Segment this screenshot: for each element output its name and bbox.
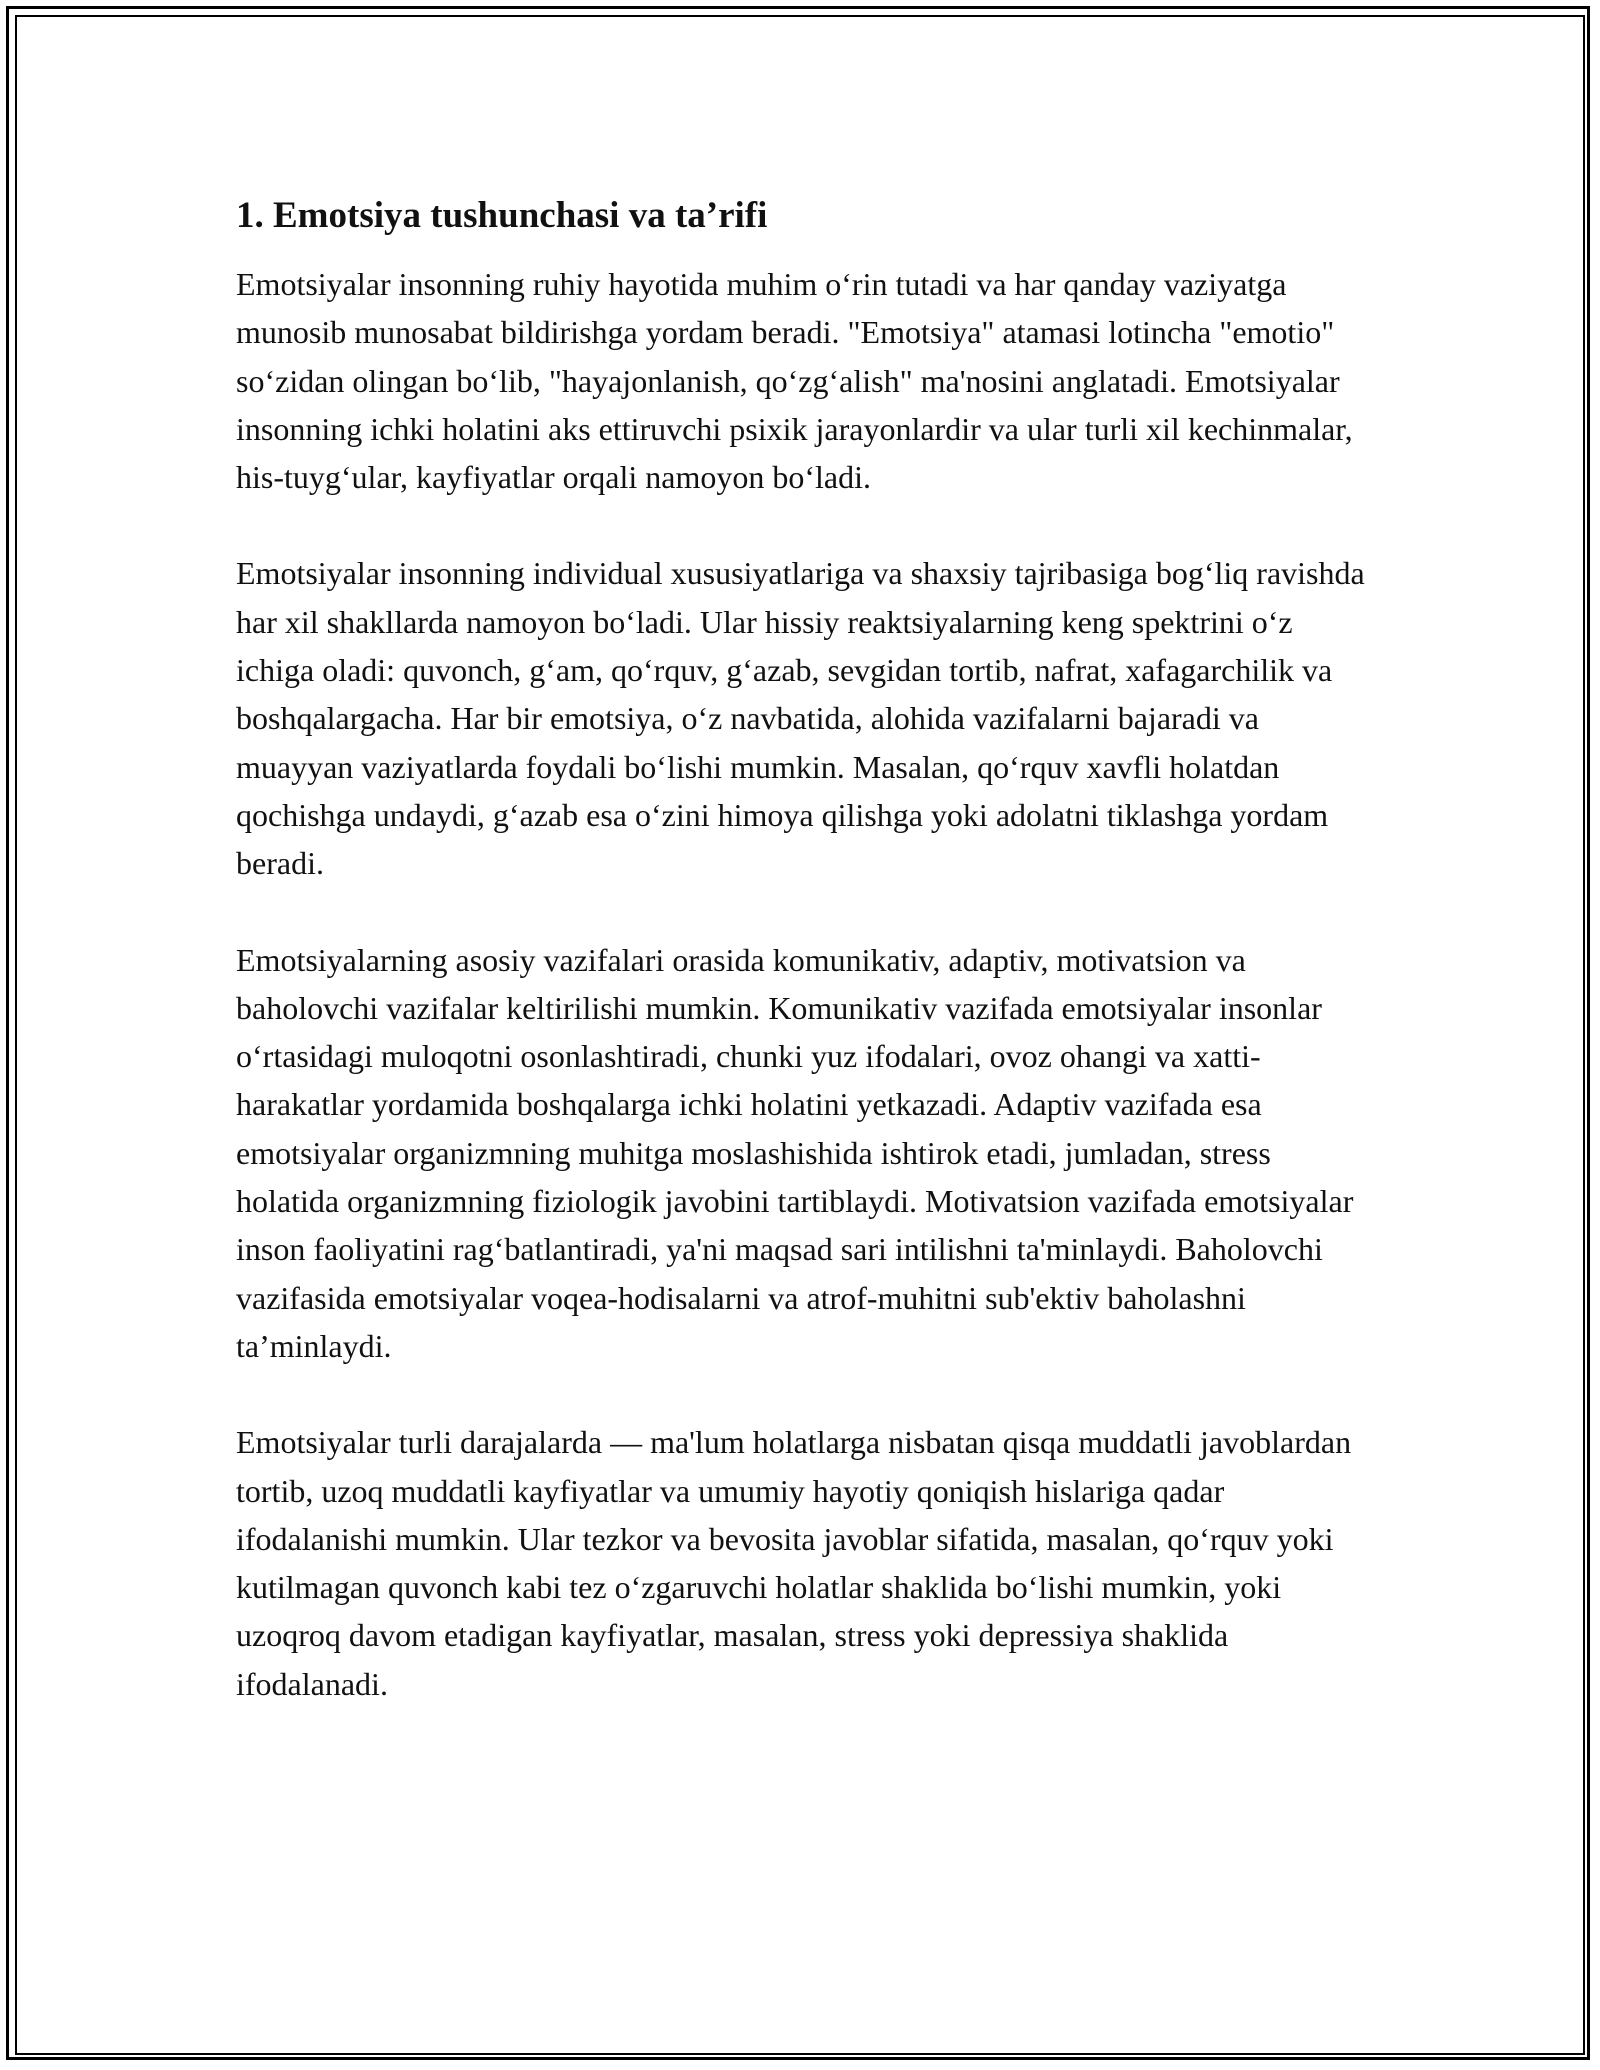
- paragraph-definition: Emotsiyalar insonning ruhiy hayotida muhim o‘rin tutadi va har qanday vaziyatga munosib munosabat bildirishga yordam beradi. "Emotsiya" atamasi lotincha "emotio" so‘zidan olingan bo‘lib, "hayajonlanish, qo‘zg‘alish" ma'nosini anglatadi. Emotsiyalar insonning ichki holatini aks ettiruvchi psixik jarayonlardir va ular turli xil kechinmalar, his-tuyg‘ular, kayfiyatlar orqali namoyon bo‘ladi.: [236, 266, 1353, 496]
- paragraph-functions: Emotsiyalarning asosiy vazifalari orasida komunikativ, adaptiv, motivatsion va baholovchi vazifalar keltirilishi mumkin. Komunikativ vazifada emotsiyalar insonlar o‘rtasidagi muloqotni osonlashtiradi, chunki yuz ifodalari, ovoz ohangi va xatti-harakatlar yordamida boshqalarga ichki holatini yetkazadi. Adaptiv vazifada esa emotsiyalar organizmning muhitga moslashishida ishtirok etadi, jumladan, stress holatida organizmning fiziologik javobini tartiblaydi. Motivatsion vazifada emotsiyalar inson faoliyatini rag‘batlantiradi, ya'ni maqsad sari intilishni ta'minlaydi. Baholovchi vazifasida emotsiyalar voqea-hodisalarni va atrof-muhitni sub'ektiv baholashni ta’minlaydi.: [236, 941, 1354, 1364]
- paragraph-forms: Emotsiyalar insonning individual xususiyatlariga va shaxsiy tajribasiga bog‘liq ravishda har xil shakllarda namoyon bo‘ladi. Ular hissiy reaktsiyalarning keng spektrini o‘z ichiga oladi: quvonch, g‘am, qo‘rquv, g‘azab, sevgidan tortib, nafrat, xafagarchilik va boshqalargacha. Har bir emotsiya, o‘z navbatida, alohida vazifalarni bajaradi va muayyan vaziyatlarda foydali bo‘lishi mumkin. Masalan, qo‘rquv xavfli holatdan qochishga undaydi, g‘azab esa o‘zini himoya qilishga yoki adolatni tiklashga yordam beradi.: [236, 555, 1365, 882]
- section-title: 1. Emotsiya tushunchasi va ta’rifi: [236, 195, 768, 236]
- paragraph-levels: Emotsiyalar turli darajalarda — ma'lum holatlarga nisbatan qisqa muddatli javoblardan tortib, uzoq muddatli kayfiyatlar va umumiy hayotiy qoniqish hislariga qadar ifodalanishi mumkin. Ular tezkor va bevosita javoblar sifatida, masalan, qo‘rquv yoki kutilmagan quvonch kabi tez o‘zgaruvchi holatlar shaklida bo‘lishi mumkin, yoki uzoqroq davom etadigan kayfiyatlar, masalan, stress yoki depressiya shaklida ifodalanadi.: [236, 1424, 1352, 1702]
- document-body: [236, 186, 1376, 1708]
